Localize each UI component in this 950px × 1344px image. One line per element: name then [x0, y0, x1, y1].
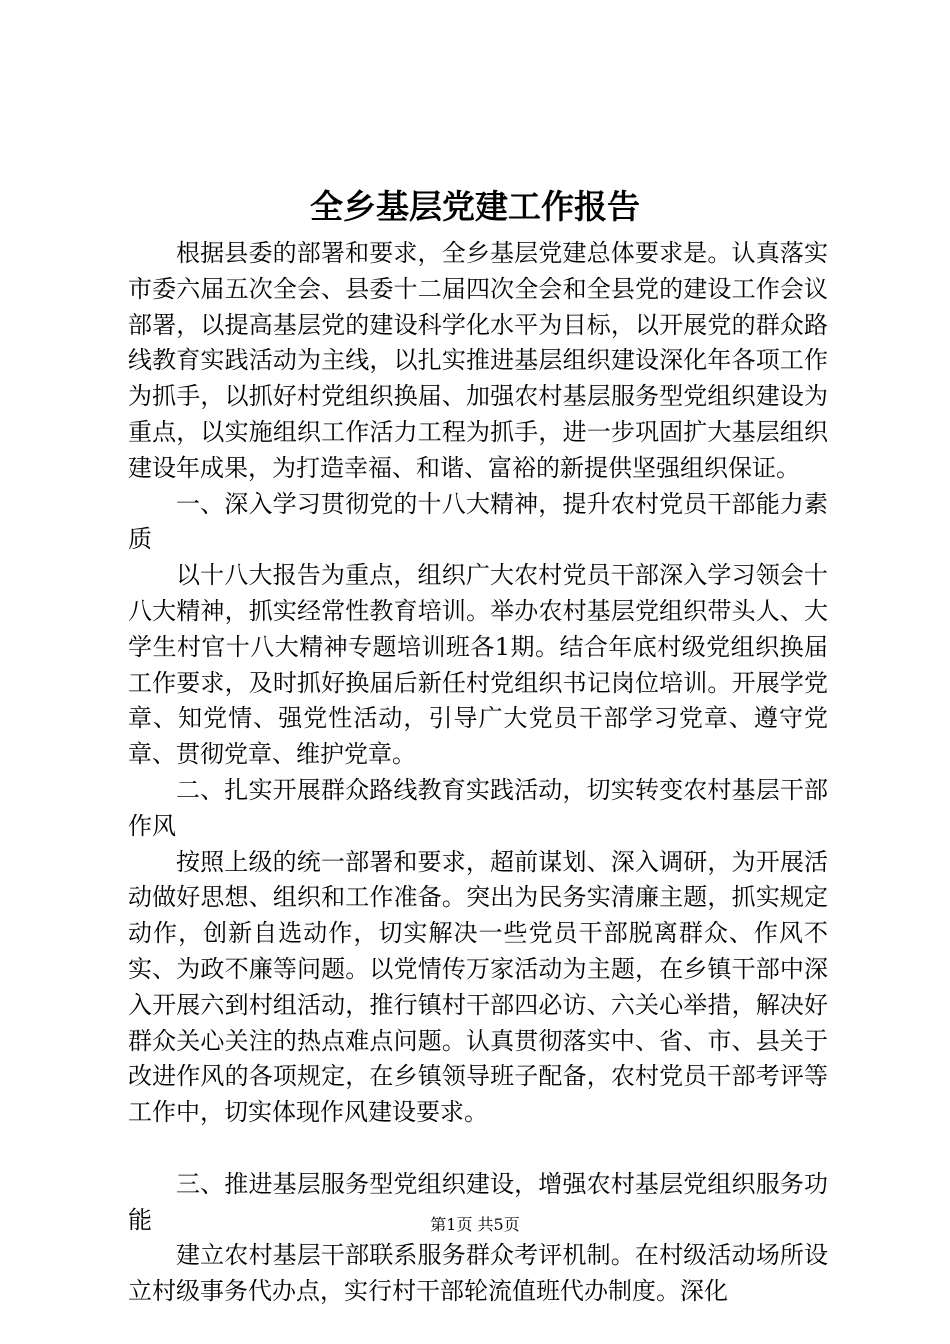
document-title: 全乡基层党建工作报告 — [310, 187, 640, 226]
section-heading-3: 三、推进基层服务型党组织建设，增强农村基层党组织服务功能 — [128, 1169, 828, 1234]
blank-line — [128, 1131, 828, 1167]
document-body — [128, 236, 828, 1310]
paragraph-intro: 根据县委的部署和要求，全乡基层党建总体要求是。认真落实市委六届五次全会、县委十二届四次全会和全县党的建设工作会议部署，以提高基层党的建设科学化水平为目标，以开展党的群众路线教育实践活动为主线，以扎实推进基层组织建设深化年各项工作为抓手，以抓好村党组织换届、加强农村基层服务型党组织建设为重点，以实施组织工作活力工程为抓手，进一步巩固扩大基层组织建设年成果，为打造幸福、和谐、富裕的新提供坚强组织保证。 — [128, 239, 828, 482]
page-footer: 第1页 共5页 — [430, 1215, 520, 1234]
paragraph-section-1: 以十八大报告为重点，组织广大农村党员干部深入学习领会十八大精神，抓实经常性教育培训。举办农村基层党组织带头人、大学生村官十八大精神专题培训班各1期。结合年底村级党组织换届工作要求，及时抓好换届后新任村党组织书记岗位培训。开展学党章、知党情、强党性活动，引导广大党员干部学习党章、遵守党章、贯彻党章、维护党章。 — [128, 561, 828, 769]
paragraph-section-2: 按照上级的统一部署和要求，超前谋划、深入调研，为开展活动做好思想、组织和工作准备。突出为民务实清廉主题，抓实规定动作，创新自选动作，切实解决一些党员干部脱离群众、作风不实、为政不廉等问题。以党情传万家活动为主题，在乡镇干部中深入开展六到村组活动，推行镇村干部四必访、六关心举措，解决好群众关心关注的热点难点问题。认真贯彻落实中、省、市、县关于改进作风的各项规定，在乡镇领导班子配备，农村党员干部考评等工作中，切实体现作风建设要求。 — [128, 847, 828, 1127]
paragraph-section-3: 建立农村基层干部联系服务群众考评机制。在村级活动场所设立村级事务代办点，实行村干部轮流值班代办制度。深化 — [128, 1241, 828, 1306]
section-heading-1: 一、深入学习贯彻党的十八大精神，提升农村党员干部能力素质 — [128, 489, 828, 554]
section-heading-2: 二、扎实开展群众路线教育实践活动，切实转变农村基层干部作风 — [128, 775, 828, 840]
